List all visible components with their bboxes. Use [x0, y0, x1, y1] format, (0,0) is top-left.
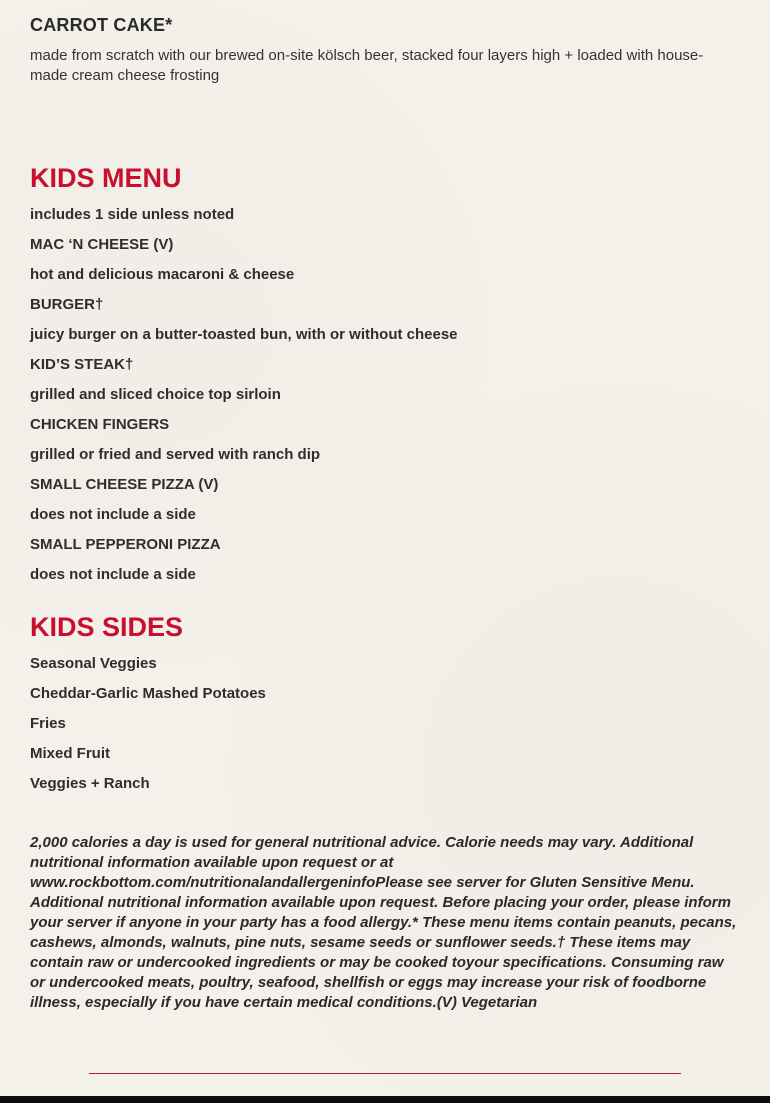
kids-item-description: does not include a side	[30, 506, 196, 523]
kids-item-description: grilled or fried and served with ranch dip	[30, 446, 321, 463]
kids-menu-heading: KIDS MENU	[30, 163, 182, 193]
bottom-edge-bar	[0, 1096, 770, 1103]
kids-side-item: Veggies + Ranch	[30, 775, 150, 792]
kids-side-item: Mixed Fruit	[30, 745, 111, 762]
carrot-cake-title: CARROT CAKE*	[30, 15, 173, 35]
kids-item-name: BURGER†	[30, 296, 104, 313]
kids-sides-heading: KIDS SIDES	[30, 612, 184, 642]
kids-side-item: Cheddar-Garlic Mashed Potatoes	[30, 685, 266, 702]
footer-divider	[89, 1073, 681, 1074]
kids-menu-note: includes 1 side unless noted	[30, 206, 235, 223]
kids-item-name: KID’S STEAK†	[30, 356, 134, 373]
kids-item-description: juicy burger on a butter-toasted bun, with or without cheese	[30, 326, 458, 343]
kids-item-name: CHICKEN FINGERS	[30, 416, 170, 433]
kids-item-description: does not include a side	[30, 566, 196, 583]
kids-item-name: SMALL CHEESE PIZZA (V)	[30, 476, 219, 493]
kids-item-name: SMALL PEPPERONI PIZZA	[30, 536, 221, 553]
carrot-cake-description: made from scratch with our brewed on-site kölsch beer, stacked four layers high + loaded with house-made cream cheese frosting	[30, 47, 704, 84]
kids-item-name: MAC ‘N CHEESE (V)	[30, 236, 174, 253]
kids-side-item: Seasonal Veggies	[30, 655, 157, 672]
kids-side-item: Fries	[30, 715, 66, 732]
kids-item-description: hot and delicious macaroni & cheese	[30, 266, 295, 283]
kids-item-description: grilled and sliced choice top sirloin	[30, 386, 281, 403]
nutrition-allergen-disclaimer: 2,000 calories a day is used for general nutritional advice. Calorie needs may vary. Additional nutritional information available upon request or at www.rockbottom.com/nutritionalandallergeninfoPlease see server for Gluten Sensitive Menu. Additional nutritional information available upon request. Before placing your order, please inform your server if anyone in your party has a food allergy.* These menu items contain peanuts, pecans, cashews, almonds, walnuts, pine nuts, sesame seeds or sunflower seeds.† These items may contain raw or undercooked ingredients or may be cooked toyour specifications. Consuming raw or undercooked meats, poultry, seafood, shellfish or eggs may increase your risk of foodborne illness, especially if you have certain medical conditions.(V) Vegetarian	[30, 834, 737, 1011]
